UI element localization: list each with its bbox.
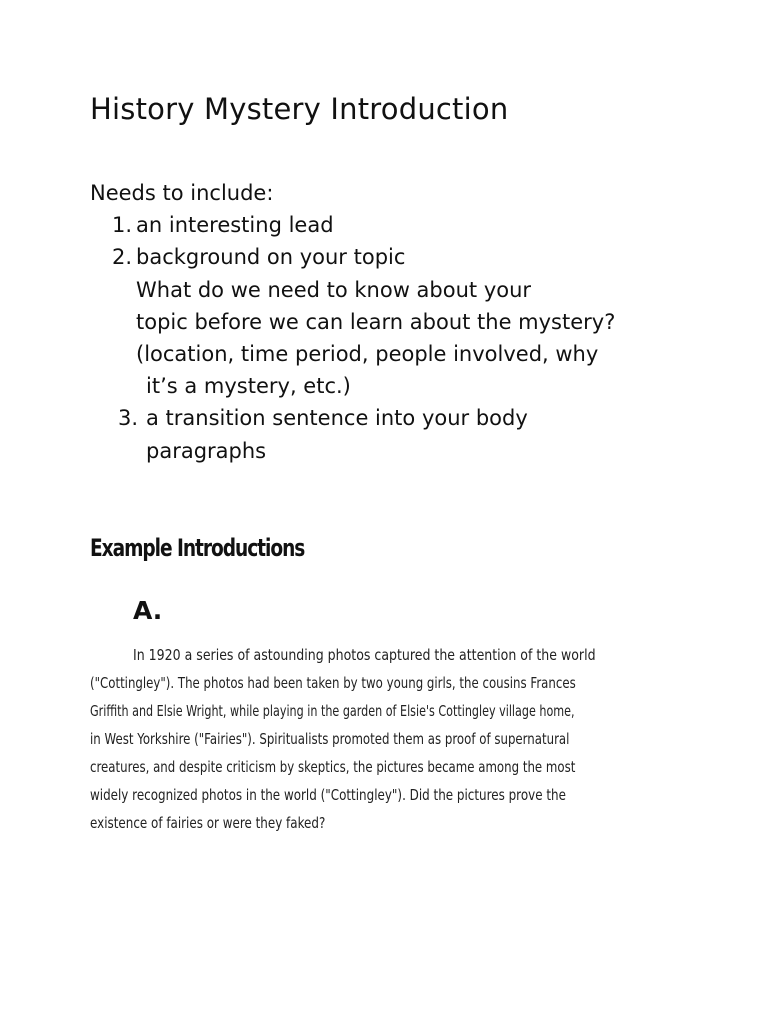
- requirements-heading: Needs to include:: [90, 181, 274, 205]
- paragraph-line: ("Cottingley"). The photos had been taken by two young girls, the cousins Frances: [90, 674, 576, 692]
- list-item-detail: it’s a mystery, etc.): [146, 374, 351, 398]
- examples-heading: Example Introductions: [90, 534, 305, 562]
- list-item-number: 1.: [112, 213, 133, 237]
- list-item: background on your topic: [136, 245, 406, 269]
- list-item-number: 3.: [118, 406, 139, 430]
- example-label: A.: [133, 596, 163, 625]
- paragraph-line: existence of fairies or were they faked?: [90, 814, 326, 832]
- list-item-number: 2.: [112, 245, 133, 269]
- paragraph-line: widely recognized photos in the world ("Cottingley"). Did the pictures prove the: [90, 786, 566, 804]
- list-item: an interesting lead: [136, 213, 334, 237]
- list-item-detail: paragraphs: [146, 439, 267, 463]
- paragraph-line: creatures, and despite criticism by skeptics, the pictures became among the most: [90, 758, 576, 776]
- document-title: History Mystery Introduction: [90, 92, 509, 126]
- paragraph-line: In 1920 a series of astounding photos captured the attention of the world: [133, 646, 596, 664]
- list-item-detail: (location, time period, people involved, why: [136, 342, 599, 366]
- paragraph-line: Griffith and Elsie Wright, while playing in the garden of Elsie's Cottingley village home,: [90, 702, 575, 720]
- list-item-detail: topic before we can learn about the mystery?: [136, 310, 616, 334]
- paragraph-line: in West Yorkshire ("Fairies"). Spiritualists promoted them as proof of supernatural: [90, 730, 570, 748]
- list-item-detail: What do we need to know about your: [136, 278, 532, 302]
- list-item: a transition sentence into your body: [146, 406, 528, 430]
